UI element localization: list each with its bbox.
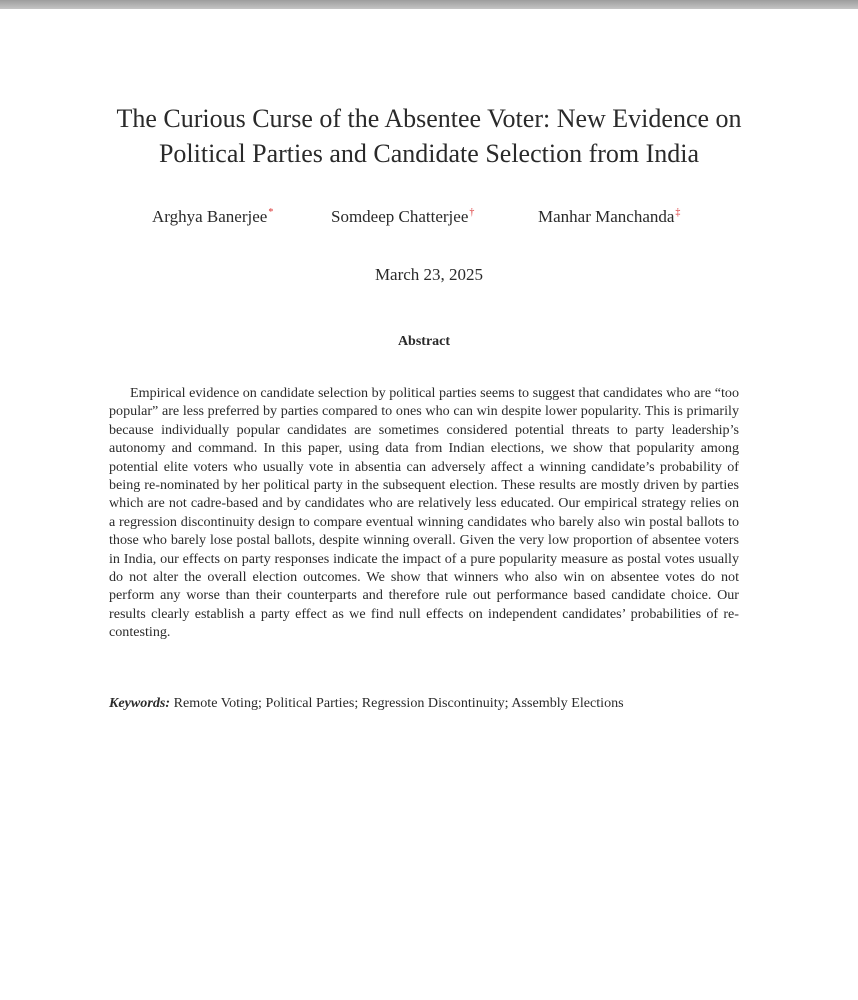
paper-date: March 23, 2025 xyxy=(374,265,484,284)
document-page xyxy=(0,9,858,1000)
author-name: Manhar Manchanda xyxy=(538,207,675,226)
title-line-1: The Curious Curse of the Absentee Voter: New Evidence on xyxy=(116,104,742,133)
title-line-2: Political Parties and Candidate Selection from India xyxy=(158,139,700,168)
footnote-mark[interactable]: * xyxy=(268,207,274,218)
author-1 xyxy=(152,207,273,227)
keywords xyxy=(109,695,749,712)
paper-title xyxy=(60,101,798,171)
keywords-text: Remote Voting; Political Parties; Regression Discontinuity; Assembly Elections xyxy=(173,695,624,711)
footnote-mark[interactable]: ‡ xyxy=(675,207,681,218)
author-list xyxy=(0,207,858,231)
viewer-top-bar xyxy=(0,0,858,9)
abstract-text: Empirical evidence on candidate selection by political parties seems to suggest that candidates who are “too popular” are less preferred by parties compared to ones who can win despite lower popularity. This is primarily because individually popular candidates are sometimes considered potential threats to party leadership’s autonomy and command. In this paper, using data from Indian elections, we show that popularity among potential elite voters who usually vote in absentia can adversely affect a winning candidate’s probability of being re-nominated by her political party in the subsequent election. These results are mostly driven by parties which are not cadre-based and by candidates who are relatively less educated. Our empirical strategy relies on a regression discontinuity design to compare eventual winning candidates who barely also win postal ballots to those who barely lose postal ballots, despite winning overall. Given the very low proportion of absentee voters in India, our effects on party responses indicate the impact of a pure popularity measure as postal votes usually do not alter the overall election outcomes. We show that winners who also win on absentee votes do not perform any worse than their counterparts and therefore rule out performance based candidate choice. Our results clearly establish a party effect as we find null effects on independent candidates’ probabilities of re-contesting. xyxy=(109,385,739,641)
author-3 xyxy=(538,207,680,227)
author-name: Arghya Banerjee xyxy=(152,207,268,226)
abstract-heading: Abstract xyxy=(397,334,451,349)
author-name: Somdeep Chatterjee xyxy=(331,207,469,226)
author-2 xyxy=(331,207,474,227)
keywords-label: Keywords: xyxy=(109,695,171,711)
footnote-mark[interactable]: † xyxy=(469,207,475,218)
